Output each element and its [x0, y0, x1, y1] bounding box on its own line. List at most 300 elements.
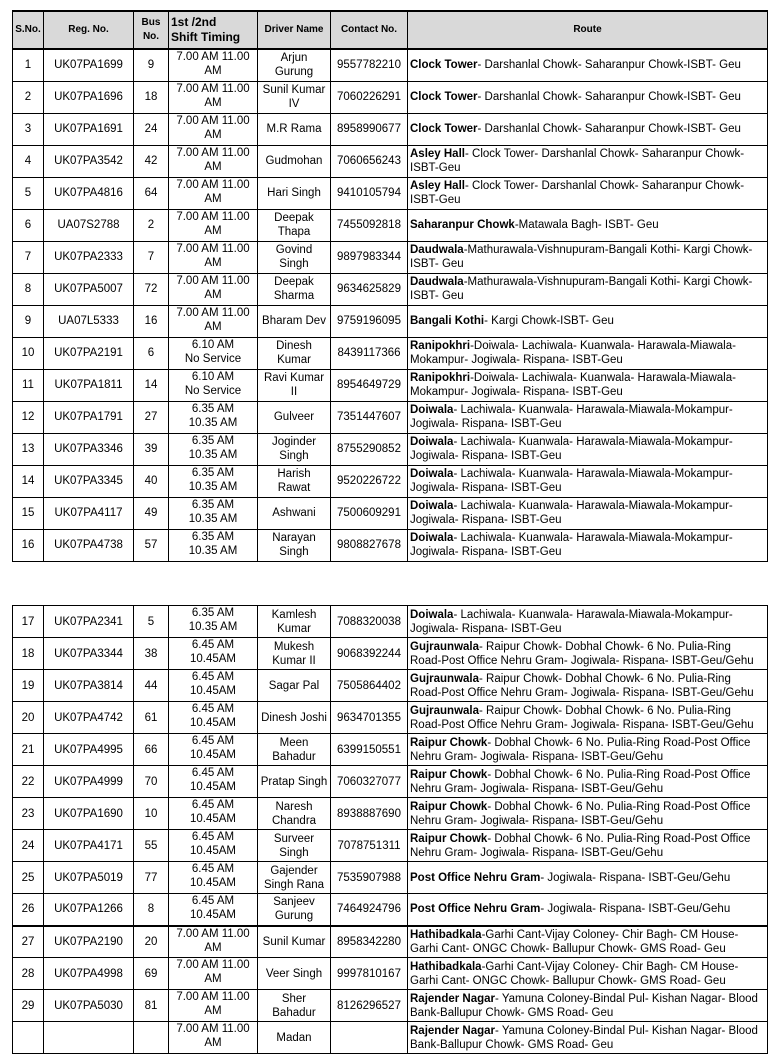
bus-schedule-table-page-2: [12, 605, 768, 1054]
route-stops: -Mathurawala-Vishnupuram-Bangali Kothi- Kargi Chowk-ISBT- Geu: [410, 276, 753, 302]
row-sno: 7: [13, 241, 44, 273]
row-bus-no: 27: [134, 401, 169, 433]
route-start-point: Raipur Chowk: [410, 736, 488, 749]
row-reg-no: UK07PA1811: [44, 369, 134, 401]
row-driver-name: Govind Singh: [258, 241, 331, 273]
row-sno: 14: [13, 465, 44, 497]
row-reg-no: UK07PA1691: [44, 113, 134, 145]
row-sno: 3: [13, 113, 44, 145]
row-shift-timing: 6.35 AM 10.35 AM: [169, 433, 258, 465]
table-row: [13, 798, 768, 830]
table-row: [13, 209, 768, 241]
row-bus-no: 16: [134, 305, 169, 337]
row-driver-name: Ashwani: [258, 497, 331, 529]
row-bus-no: 66: [134, 734, 169, 766]
header-bus-no: Bus No.: [134, 11, 169, 49]
route-stops: - Lachiwala- Kuanwala- Harawala-Miawala-Mokampur-Jogiwala- Rispana- ISBT-Geu: [410, 532, 733, 558]
route-stops: - Raipur Chowk- Dobhal Chowk- 6 No. Pulia-Ring Road-Post Office Nehru Gram- Jogiwala- Rispana- ISBT-Geu/Gehu: [410, 672, 754, 699]
row-shift-timing: 6.35 AM 10.35 AM: [169, 606, 258, 638]
table-row: [13, 702, 768, 734]
route-stops: -Matawala Bagh- ISBT- Geu: [514, 219, 659, 231]
row-shift-timing: 6.45 AM 10.45AM: [169, 798, 258, 830]
table-row: [13, 670, 768, 702]
bus-schedule-table-page-1: [12, 10, 768, 562]
row-contact-no: 9634625829: [331, 273, 408, 305]
row-route: [408, 830, 768, 862]
route-start-point: Bangali Kothi: [410, 315, 485, 327]
row-bus-no: 55: [134, 830, 169, 862]
header-shift-timing: 1st /2nd Shift Timing: [169, 11, 258, 49]
row-sno: 20: [13, 702, 44, 734]
row-contact-no: 9557782210: [331, 49, 408, 81]
row-driver-name: Narayan Singh: [258, 529, 331, 561]
row-driver-name: M.R Rama: [258, 113, 331, 145]
row-contact-no: 8755290852: [331, 433, 408, 465]
row-route: [408, 465, 768, 497]
row-contact-no: 7088320038: [331, 606, 408, 638]
row-reg-no: UA07S2788: [44, 209, 134, 241]
row-route: [408, 177, 768, 209]
row-route: [408, 369, 768, 401]
route-start-point: Clock Tower: [410, 123, 478, 135]
row-contact-no: 7464924796: [331, 894, 408, 926]
row-driver-name: Mukesh Kumar II: [258, 638, 331, 670]
route-stops: - Darshanlal Chowk- Saharanpur Chowk-ISBT- Geu: [477, 59, 741, 72]
route-start-point: Ranipokhri: [410, 372, 471, 384]
row-shift-timing: 7.00 AM 11.00 AM: [169, 49, 258, 81]
row-contact-no: 8439117366: [331, 337, 408, 369]
header-route: Route: [408, 11, 768, 49]
row-route: [408, 926, 768, 958]
table-row: [13, 894, 768, 926]
route-stops: - Darshanlal Chowk- Saharanpur Chowk-ISBT- Geu: [477, 91, 741, 103]
row-reg-no: UK07PA5030: [44, 990, 134, 1022]
table-row: [13, 926, 768, 958]
route-stops: - Lachiwala- Kuanwala- Harawala-Miawala-Mokampur-Jogiwala- Rispana- ISBT-Geu: [410, 468, 733, 494]
row-reg-no: [44, 1022, 134, 1054]
row-route: [408, 209, 768, 241]
table-row: [13, 337, 768, 369]
route-start-point: Post Office Nehru Gram: [410, 871, 541, 884]
table-row: [13, 497, 768, 529]
row-route: [408, 990, 768, 1022]
row-contact-no: 9897983344: [331, 241, 408, 273]
table-row: [13, 638, 768, 670]
row-route: [408, 529, 768, 561]
row-reg-no: UK07PA1266: [44, 894, 134, 926]
row-route: [408, 606, 768, 638]
route-stops: - Lachiwala- Kuanwala- Harawala-Miawala-Mokampur-Jogiwala- Rispana- ISBT-Geu: [410, 436, 733, 462]
row-sno: 24: [13, 830, 44, 862]
row-reg-no: UK07PA4171: [44, 830, 134, 862]
row-bus-no: 5: [134, 606, 169, 638]
table-row: [13, 1022, 768, 1054]
row-contact-no: 7060327077: [331, 766, 408, 798]
table-row: [13, 433, 768, 465]
row-driver-name: Ravi Kumar II: [258, 369, 331, 401]
row-contact-no: 8954649729: [331, 369, 408, 401]
row-route: [408, 766, 768, 798]
route-start-point: Daudwala: [410, 244, 464, 256]
route-start-point: Post Office Nehru Gram: [410, 903, 541, 916]
row-contact-no: 9808827678: [331, 529, 408, 561]
table-row: [13, 401, 768, 433]
header-driver-name: Driver Name: [258, 11, 331, 49]
row-shift-timing: 7.00 AM 11.00 AM: [169, 1022, 258, 1054]
route-start-point: Doiwala: [410, 532, 454, 544]
row-route: [408, 273, 768, 305]
row-shift-timing: 7.00 AM 11.00 AM: [169, 177, 258, 209]
row-route: [408, 305, 768, 337]
row-route: [408, 401, 768, 433]
row-contact-no: 7505864402: [331, 670, 408, 702]
route-start-point: Asley Hall: [410, 148, 465, 160]
route-start-point: Doiwala: [410, 500, 454, 512]
row-driver-name: Sanjeev Gurung: [258, 894, 331, 926]
row-shift-timing: 7.00 AM 11.00 AM: [169, 926, 258, 958]
row-shift-timing: 6.35 AM 10.35 AM: [169, 497, 258, 529]
route-start-point: Raipur Chowk: [410, 800, 488, 813]
row-bus-no: 44: [134, 670, 169, 702]
row-route: [408, 1022, 768, 1054]
table-row: [13, 958, 768, 990]
table-row: [13, 606, 768, 638]
row-route: [408, 337, 768, 369]
route-start-point: Saharanpur Chowk: [410, 219, 515, 231]
row-bus-no: 24: [134, 113, 169, 145]
row-sno: 22: [13, 766, 44, 798]
row-contact-no: [331, 1022, 408, 1054]
row-contact-no: 8938887690: [331, 798, 408, 830]
row-bus-no: 77: [134, 862, 169, 894]
row-bus-no: 40: [134, 465, 169, 497]
route-start-point: Raipur Chowk: [410, 768, 488, 781]
row-contact-no: 9068392244: [331, 638, 408, 670]
route-stops: - Jogiwala- Rispana- ISBT-Geu/Gehu: [540, 903, 731, 916]
row-shift-timing: 7.00 AM 11.00 AM: [169, 81, 258, 113]
row-reg-no: UA07L5333: [44, 305, 134, 337]
row-route: [408, 113, 768, 145]
row-bus-no: 69: [134, 958, 169, 990]
row-driver-name: Gudmohan: [258, 145, 331, 177]
table-row: [13, 766, 768, 798]
row-reg-no: UK07PA3344: [44, 638, 134, 670]
row-route: [408, 497, 768, 529]
row-driver-name: Arjun Gurung: [258, 49, 331, 81]
row-reg-no: UK07PA4995: [44, 734, 134, 766]
row-driver-name: Sagar Pal: [258, 670, 331, 702]
row-bus-no: 6: [134, 337, 169, 369]
route-stops: -Doiwala- Lachiwala- Kuanwala- Harawala-Miawala-Mokampur- Jogiwala- Rispana- ISBT-Geu: [410, 340, 736, 366]
row-driver-name: Surveer Singh: [258, 830, 331, 862]
row-shift-timing: 6.35 AM 10.35 AM: [169, 465, 258, 497]
row-sno: 8: [13, 273, 44, 305]
table-row: [13, 241, 768, 273]
row-contact-no: 9997810167: [331, 958, 408, 990]
row-reg-no: UK07PA2341: [44, 606, 134, 638]
route-start-point: Rajender Nagar: [410, 1024, 496, 1037]
table-row: [13, 862, 768, 894]
table-row: [13, 81, 768, 113]
row-route: [408, 81, 768, 113]
table-body-page-2: [13, 606, 768, 1054]
row-contact-no: 8126296527: [331, 990, 408, 1022]
row-reg-no: UK07PA1696: [44, 81, 134, 113]
row-driver-name: Sher Bahadur: [258, 990, 331, 1022]
row-driver-name: Veer Singh: [258, 958, 331, 990]
route-stops: - Raipur Chowk- Dobhal Chowk- 6 No. Pulia-Ring Road-Post Office Nehru Gram- Jogiwala- Rispana- ISBT-Geu/Gehu: [410, 640, 754, 667]
row-shift-timing: 7.00 AM 11.00 AM: [169, 305, 258, 337]
table-row: [13, 830, 768, 862]
row-driver-name: Meen Bahadur: [258, 734, 331, 766]
row-contact-no: 7060226291: [331, 81, 408, 113]
row-reg-no: UK07PA3345: [44, 465, 134, 497]
row-sno: 2: [13, 81, 44, 113]
row-sno: 11: [13, 369, 44, 401]
row-shift-timing: 6.45 AM 10.45AM: [169, 894, 258, 926]
row-reg-no: UK07PA4816: [44, 177, 134, 209]
row-sno: 15: [13, 497, 44, 529]
row-bus-no: [134, 1022, 169, 1054]
row-driver-name: Joginder Singh: [258, 433, 331, 465]
route-start-point: Raipur Chowk: [410, 832, 488, 845]
header-reg-no: Reg. No.: [44, 11, 134, 49]
row-shift-timing: 7.00 AM 11.00 AM: [169, 273, 258, 305]
row-route: [408, 145, 768, 177]
row-bus-no: 64: [134, 177, 169, 209]
row-driver-name: Hari Singh: [258, 177, 331, 209]
row-route: [408, 734, 768, 766]
row-reg-no: UK07PA5019: [44, 862, 134, 894]
row-reg-no: UK07PA3346: [44, 433, 134, 465]
row-bus-no: 42: [134, 145, 169, 177]
row-driver-name: Kamlesh Kumar: [258, 606, 331, 638]
route-stops: - Jogiwala- Rispana- ISBT-Geu/Gehu: [540, 871, 731, 884]
route-start-point: Rajender Nagar: [410, 992, 496, 1005]
table-row: [13, 734, 768, 766]
row-shift-timing: 6.45 AM 10.45AM: [169, 766, 258, 798]
table-row: [13, 990, 768, 1022]
row-reg-no: UK07PA3542: [44, 145, 134, 177]
route-start-point: Asley Hall: [410, 180, 465, 192]
table-row: [13, 177, 768, 209]
row-reg-no: UK07PA1690: [44, 798, 134, 830]
row-sno: 9: [13, 305, 44, 337]
route-start-point: Clock Tower: [410, 59, 478, 72]
row-route: [408, 702, 768, 734]
row-driver-name: Pratap Singh: [258, 766, 331, 798]
row-contact-no: 7455092818: [331, 209, 408, 241]
row-reg-no: UK07PA2190: [44, 926, 134, 958]
row-reg-no: UK07PA4738: [44, 529, 134, 561]
row-sno: 17: [13, 606, 44, 638]
route-start-point: Doiwala: [410, 404, 454, 416]
route-stops: - Kargi Chowk-ISBT- Geu: [484, 315, 614, 327]
row-sno: 1: [13, 49, 44, 81]
route-stops: - Yamuna Coloney-Bindal Pul- Kishan Nagar- Blood Bank-Ballupur Chowk- GMS Road- Geu: [410, 1024, 758, 1051]
route-stops: - Dobhal Chowk- 6 No. Pulia-Ring Road-Post Office Nehru Gram- Jogiwala- Rispana- ISBT-Geu/Gehu: [410, 832, 751, 859]
row-shift-timing: 6.10 AM No Service: [169, 337, 258, 369]
route-stops: - Lachiwala- Kuanwala- Harawala-Miawala-Mokampur-Jogiwala- Rispana- ISBT-Geu: [410, 500, 733, 526]
route-start-point: Doiwala: [410, 436, 454, 448]
row-sno: 13: [13, 433, 44, 465]
row-contact-no: 9759196095: [331, 305, 408, 337]
row-driver-name: Sunil Kumar: [258, 926, 331, 958]
row-sno: 12: [13, 401, 44, 433]
row-bus-no: 57: [134, 529, 169, 561]
row-sno: 21: [13, 734, 44, 766]
row-sno: 28: [13, 958, 44, 990]
row-shift-timing: 6.45 AM 10.45AM: [169, 734, 258, 766]
row-driver-name: Dinesh Kumar: [258, 337, 331, 369]
row-driver-name: Naresh Chandra: [258, 798, 331, 830]
row-reg-no: UK07PA1699: [44, 49, 134, 81]
row-sno: 27: [13, 926, 44, 958]
row-shift-timing: 7.00 AM 11.00 AM: [169, 113, 258, 145]
row-shift-timing: 6.45 AM 10.45AM: [169, 670, 258, 702]
table-row: [13, 465, 768, 497]
row-sno: 26: [13, 894, 44, 926]
route-start-point: Ranipokhri: [410, 340, 471, 352]
row-contact-no: 9520226722: [331, 465, 408, 497]
row-bus-no: 20: [134, 926, 169, 958]
route-stops: - Lachiwala- Kuanwala- Harawala-Miawala-Mokampur-Jogiwala- Rispana- ISBT-Geu: [410, 404, 733, 430]
header-sno: S.No.: [13, 11, 44, 49]
row-shift-timing: 7.00 AM 11.00 AM: [169, 145, 258, 177]
route-start-point: Doiwala: [410, 608, 454, 621]
row-bus-no: 10: [134, 798, 169, 830]
table-row: [13, 369, 768, 401]
route-start-point: Daudwala: [410, 276, 464, 288]
row-route: [408, 670, 768, 702]
row-bus-no: 18: [134, 81, 169, 113]
row-sno: 4: [13, 145, 44, 177]
row-driver-name: Gulveer: [258, 401, 331, 433]
route-stops: - Dobhal Chowk- 6 No. Pulia-Ring Road-Post Office Nehru Gram- Jogiwala- Rispana- ISBT-Geu/Gehu: [410, 800, 751, 827]
row-contact-no: 9410105794: [331, 177, 408, 209]
row-route: [408, 638, 768, 670]
row-bus-no: 38: [134, 638, 169, 670]
route-stops: -Garhi Cant-Vijay Coloney- Chir Bagh- CM House- Garhi Cant- ONGC Chowk- Ballupur Chowk- GMS Road- Geu: [410, 960, 739, 987]
route-stops: - Clock Tower- Darshanlal Chowk- Saharanpur Chowk-ISBT-Geu: [410, 180, 745, 206]
row-shift-timing: 7.00 AM 11.00 AM: [169, 990, 258, 1022]
row-route: [408, 433, 768, 465]
row-contact-no: 9634701355: [331, 702, 408, 734]
row-sno: 18: [13, 638, 44, 670]
row-contact-no: 8958990677: [331, 113, 408, 145]
row-contact-no: 7078751311: [331, 830, 408, 862]
row-bus-no: 39: [134, 433, 169, 465]
row-bus-no: 49: [134, 497, 169, 529]
row-contact-no: 7060656243: [331, 145, 408, 177]
route-stops: - Lachiwala- Kuanwala- Harawala-Miawala-Mokampur-Jogiwala- Rispana- ISBT-Geu: [410, 608, 733, 635]
row-bus-no: 8: [134, 894, 169, 926]
row-shift-timing: 6.10 AM No Service: [169, 369, 258, 401]
row-shift-timing: 7.00 AM 11.00 AM: [169, 209, 258, 241]
row-bus-no: 2: [134, 209, 169, 241]
row-shift-timing: 6.45 AM 10.45AM: [169, 830, 258, 862]
row-driver-name: Gajender Singh Rana: [258, 862, 331, 894]
row-bus-no: 81: [134, 990, 169, 1022]
row-reg-no: UK07PA4999: [44, 766, 134, 798]
row-sno: 10: [13, 337, 44, 369]
row-bus-no: 9: [134, 49, 169, 81]
route-start-point: Gujraunwala: [410, 640, 480, 653]
row-contact-no: 8958342280: [331, 926, 408, 958]
row-route: [408, 894, 768, 926]
row-shift-timing: 6.45 AM 10.45AM: [169, 862, 258, 894]
table-row: [13, 145, 768, 177]
route-stops: - Raipur Chowk- Dobhal Chowk- 6 No. Pulia-Ring Road-Post Office Nehru Gram- Jogiwala- Rispana- ISBT-Geu/Gehu: [410, 704, 754, 731]
table-row: [13, 49, 768, 81]
row-driver-name: Dinesh Joshi: [258, 702, 331, 734]
row-driver-name: Madan: [258, 1022, 331, 1054]
row-shift-timing: 6.45 AM 10.45AM: [169, 638, 258, 670]
table-row: [13, 273, 768, 305]
row-shift-timing: 6.35 AM 10.35 AM: [169, 529, 258, 561]
row-driver-name: Deepak Sharma: [258, 273, 331, 305]
row-reg-no: UK07PA4742: [44, 702, 134, 734]
row-reg-no: UK07PA4998: [44, 958, 134, 990]
row-shift-timing: 7.00 AM 11.00 AM: [169, 241, 258, 273]
route-start-point: Clock Tower: [410, 91, 478, 103]
row-route: [408, 862, 768, 894]
route-start-point: Doiwala: [410, 468, 454, 480]
row-sno: 25: [13, 862, 44, 894]
row-route: [408, 49, 768, 81]
route-stops: -Mathurawala-Vishnupuram-Bangali Kothi- Kargi Chowk-ISBT- Geu: [410, 244, 753, 270]
row-reg-no: UK07PA1791: [44, 401, 134, 433]
row-route: [408, 241, 768, 273]
route-start-point: Hathibadkala: [410, 928, 482, 941]
row-driver-name: Deepak Thapa: [258, 209, 331, 241]
row-contact-no: 6399150551: [331, 734, 408, 766]
route-stops: - Yamuna Coloney-Bindal Pul- Kishan Nagar- Blood Bank-Ballupur Chowk- GMS Road- Geu: [410, 992, 758, 1019]
route-start-point: Gujraunwala: [410, 672, 480, 685]
row-route: [408, 958, 768, 990]
row-sno: 29: [13, 990, 44, 1022]
row-shift-timing: 7.00 AM 11.00 AM: [169, 958, 258, 990]
row-reg-no: UK07PA5007: [44, 273, 134, 305]
row-bus-no: 61: [134, 702, 169, 734]
row-contact-no: 7351447607: [331, 401, 408, 433]
row-sno: 6: [13, 209, 44, 241]
route-stops: - Dobhal Chowk- 6 No. Pulia-Ring Road-Post Office Nehru Gram- Jogiwala- Rispana- ISBT-Geu/Gehu: [410, 736, 751, 763]
row-sno: 16: [13, 529, 44, 561]
row-sno: 19: [13, 670, 44, 702]
route-stops: - Clock Tower- Darshanlal Chowk- Saharanpur Chowk-ISBT-Geu: [410, 148, 745, 174]
row-reg-no: UK07PA2333: [44, 241, 134, 273]
row-bus-no: 14: [134, 369, 169, 401]
header-contact-no: Contact No.: [331, 11, 408, 49]
row-reg-no: UK07PA3814: [44, 670, 134, 702]
route-stops: - Darshanlal Chowk- Saharanpur Chowk-ISBT- Geu: [477, 123, 741, 135]
row-contact-no: 7535907988: [331, 862, 408, 894]
route-start-point: Hathibadkala: [410, 960, 482, 973]
row-shift-timing: 6.45 AM 10.45AM: [169, 702, 258, 734]
table-row: [13, 113, 768, 145]
table-row: [13, 305, 768, 337]
row-bus-no: 7: [134, 241, 169, 273]
route-start-point: Gujraunwala: [410, 704, 480, 717]
route-stops: - Dobhal Chowk- 6 No. Pulia-Ring Road-Post Office Nehru Gram- Jogiwala- Rispana- ISBT-Geu/Gehu: [410, 768, 751, 795]
row-bus-no: 70: [134, 766, 169, 798]
row-sno: 23: [13, 798, 44, 830]
row-reg-no: UK07PA4117: [44, 497, 134, 529]
row-contact-no: 7500609291: [331, 497, 408, 529]
table-row: [13, 529, 768, 561]
row-route: [408, 798, 768, 830]
